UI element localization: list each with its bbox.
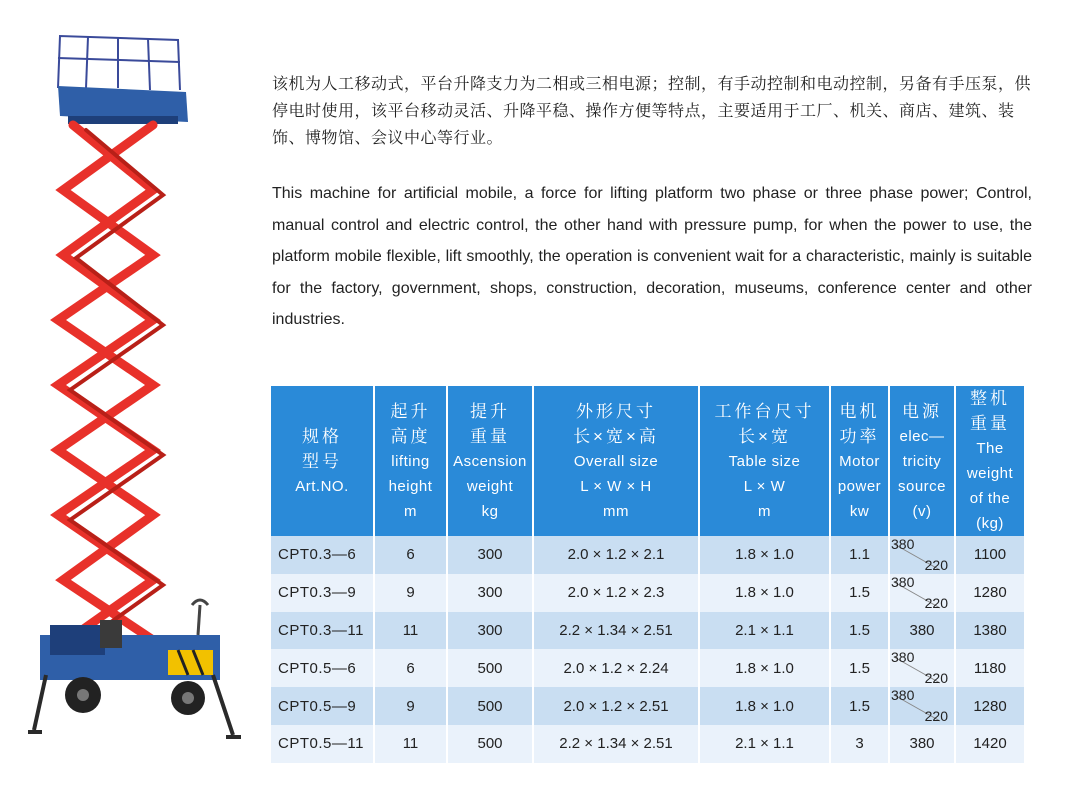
cell-motor: 3 [831, 725, 890, 763]
description-chinese: 该机为人工移动式，平台升降支力为二相或三相电源；控制，有手动控制和电动控制，另备有手压泵，供停电时使用，该平台移动灵活、升降平稳、操作方便等特点，主要适用于工厂、机关、商店、建筑、装饰、博物馆、会议中心等行业。 [272, 74, 1032, 147]
header-label-zh: 提升 重量 [470, 401, 510, 446]
cell-load: 300 [448, 536, 534, 574]
specification-table [271, 386, 1024, 763]
cell-height: 9 [375, 687, 448, 725]
header-label-en: elec— tricity source (v) [897, 427, 947, 520]
cell-table-size: 1.8 × 1.0 [700, 574, 831, 612]
header-label-zh: 电机 功率 [839, 401, 880, 446]
table-header-row [271, 386, 1024, 536]
cell-motor: 1.1 [831, 536, 890, 574]
header-label-zh: 外形尺寸 长×宽×高 [573, 401, 659, 446]
platform-guardrail [58, 36, 180, 90]
cell-electricity-source [890, 687, 956, 725]
power-value-bottom: 220 [924, 707, 948, 724]
header-machine-weight [956, 386, 1024, 536]
cell-weight: 1420 [956, 725, 1024, 763]
scissor-lift-illustration [28, 30, 253, 750]
header-electricity-source [890, 386, 956, 536]
cell-height: 6 [375, 649, 448, 687]
cell-electricity-source [890, 536, 956, 574]
cell-model: CPT0.3—11 [271, 612, 375, 650]
cell-load: 500 [448, 725, 534, 763]
cell-weight: 1280 [956, 687, 1024, 725]
description-english: This machine for artificial mobile, a force for lifting platform two phase or three phase power; Control, manual control and electric control, the other hand with pressure pump, for when the power to use, the platform mobile flexible, lift smoothly, the operation is convenient wait for a characteristic, mainly is suitable for the factory, government, shops, construction, decoration, museums, conference center and other industries. [272, 185, 1032, 328]
header-label-en: Motor power kw [837, 452, 882, 520]
cell-model: CPT0.5—6 [271, 649, 375, 687]
cell-weight: 1280 [956, 574, 1024, 612]
cell-overall: 2.0 × 1.2 × 2.1 [534, 536, 700, 574]
cell-height: 11 [375, 612, 448, 650]
power-value-bottom: 220 [924, 556, 948, 573]
cell-overall: 2.0 × 1.2 × 2.51 [534, 687, 700, 725]
cell-electricity-source [890, 574, 956, 612]
cell-table-size: 1.8 × 1.0 [700, 536, 831, 574]
cell-electricity-source [890, 649, 956, 687]
power-split [890, 536, 954, 574]
cell-model: CPT0.5—11 [271, 725, 375, 763]
table-row [271, 725, 1024, 763]
table-row [271, 687, 1024, 725]
table-row [271, 649, 1024, 687]
cell-height: 6 [375, 536, 448, 574]
cell-weight: 1380 [956, 612, 1024, 650]
cell-height: 9 [375, 574, 448, 612]
cell-electricity-source: 380 [890, 612, 956, 650]
cell-motor: 1.5 [831, 612, 890, 650]
header-lifting-weight [448, 386, 534, 536]
cell-weight: 1180 [956, 649, 1024, 687]
cell-model: CPT0.3—6 [271, 536, 375, 574]
cell-electricity-source: 380 [890, 725, 956, 763]
header-label-en: Ascension weight kg [453, 452, 527, 520]
cell-table-size: 1.8 × 1.0 [700, 649, 831, 687]
header-overall-size [534, 386, 700, 536]
header-label-zh: 工作台尺寸 长×宽 [714, 401, 815, 446]
cell-model: CPT0.3—9 [271, 574, 375, 612]
header-label-zh: 电源 [902, 401, 942, 421]
table-row [271, 574, 1024, 612]
outrigger-legs [28, 675, 241, 737]
header-spec-model [271, 386, 375, 536]
header-label-zh: 起升 高度 [390, 401, 431, 446]
cell-table-size: 2.1 × 1.1 [700, 725, 831, 763]
cell-overall: 2.2 × 1.34 × 2.51 [534, 612, 700, 650]
power-value-top: 380 [891, 687, 915, 704]
cell-model: CPT0.5—9 [271, 687, 375, 725]
power-value-bottom: 220 [924, 670, 948, 687]
cell-table-size: 2.1 × 1.1 [700, 612, 831, 650]
cell-load: 500 [448, 649, 534, 687]
header-label-en: Table size L × W m [728, 452, 801, 520]
table-row [271, 536, 1024, 574]
lift-chassis [40, 600, 220, 680]
table-row [271, 612, 1024, 650]
header-label-zh: 规格 型号 [302, 426, 342, 471]
header-label-en: The weight of the (kg) [966, 440, 1014, 532]
cell-overall: 2.0 × 1.2 × 2.3 [534, 574, 700, 612]
cell-motor: 1.5 [831, 574, 890, 612]
header-label-en: Art.NO. [295, 477, 349, 495]
cell-motor: 1.5 [831, 687, 890, 725]
header-label-en: lifting height m [388, 452, 433, 520]
cell-table-size: 1.8 × 1.0 [700, 687, 831, 725]
scissor-arms [58, 125, 163, 642]
cell-overall: 2.2 × 1.34 × 2.51 [534, 725, 700, 763]
cell-overall: 2.0 × 1.2 × 2.24 [534, 649, 700, 687]
header-motor-power [831, 386, 890, 536]
power-value-bottom: 220 [924, 594, 948, 611]
power-split [890, 649, 954, 687]
power-value-top: 380 [891, 649, 915, 666]
header-table-size [700, 386, 831, 536]
power-split [890, 574, 954, 612]
power-split [890, 687, 954, 725]
header-lifting-height [375, 386, 448, 536]
cell-height: 11 [375, 725, 448, 763]
cell-load: 500 [448, 687, 534, 725]
cell-weight: 1100 [956, 536, 1024, 574]
platform-underside [68, 116, 178, 124]
cell-load: 300 [448, 574, 534, 612]
cell-load: 300 [448, 612, 534, 650]
power-value-top: 380 [891, 573, 915, 590]
power-value-top: 380 [891, 536, 915, 552]
header-label-en: Overall size L × W × H mm [573, 452, 659, 520]
cell-motor: 1.5 [831, 649, 890, 687]
header-label-zh: 整机 重量 [970, 389, 1010, 433]
